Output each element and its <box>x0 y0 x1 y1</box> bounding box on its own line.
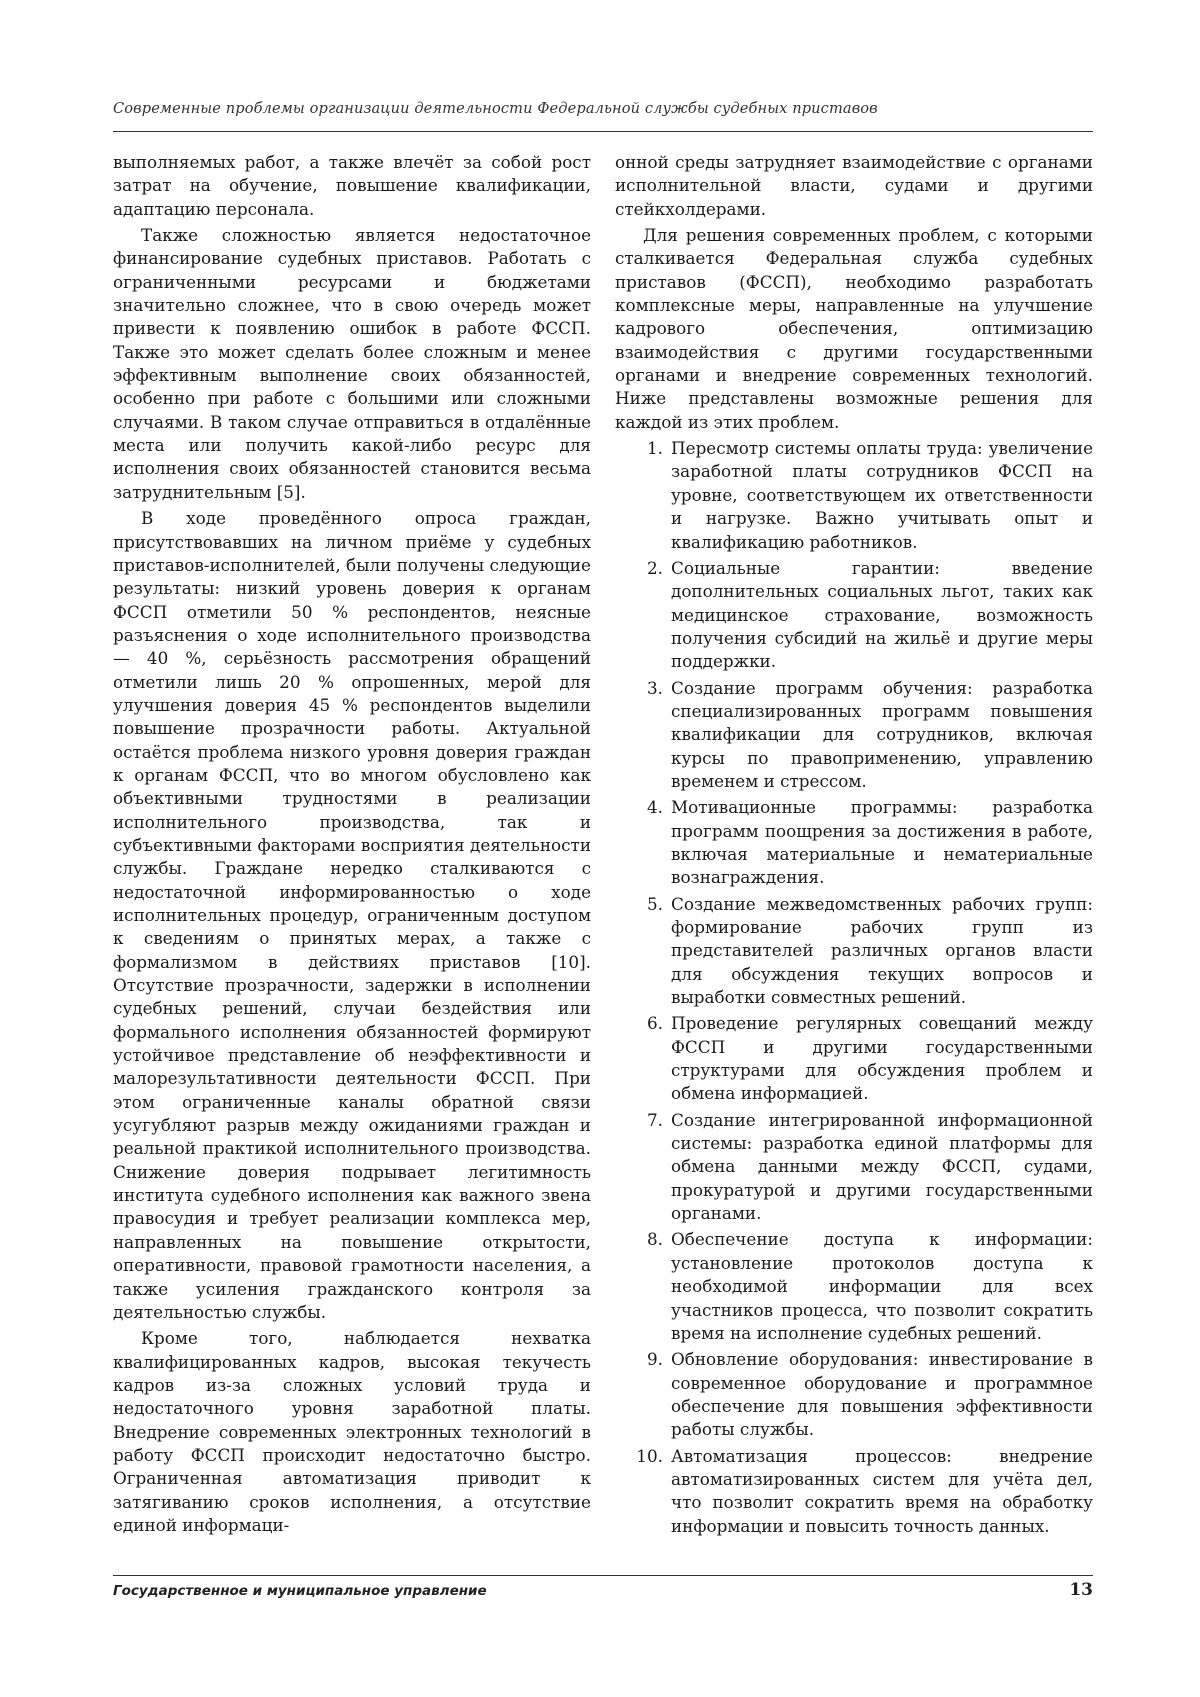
paragraph: Для решения современных проблем, с которыми сталкивается Федеральная служба судебных приставов (ФССП), необходимо разработать комплексные меры, направленные на улучшение кадрового обеспечения, оптимизацию взаимодействия с другими государственными органами и внедрение современных технологий. Ниже представлены возможные решения для каждой из этих проблем. <box>615 225 1093 432</box>
page-number: 13 <box>1069 1580 1093 1600</box>
list-text: Пересмотр системы оплаты труда: увеличение заработной платы сотрудников ФССП на уровне, соответствующем их ответственности и нагрузке. Важно учитывать опыт и квалификацию работников. <box>671 438 1093 552</box>
list-number: 8. <box>646 1229 663 1250</box>
list-text: Создание программ обучения: разработка специализированных программ повышения квалификации для сотрудников, включая курсы по правоприменению, управлению временем и стрессом. <box>671 677 1093 791</box>
list-item <box>615 677 1093 794</box>
list-text: Обеспечение доступа к информации: установление протоколов доступа к необходимой информации для всех участников процесса, что позволит сократить время на исполнение судебных решений. <box>671 1229 1093 1343</box>
list-item <box>615 437 1093 554</box>
list-number: 10. <box>636 1445 663 1466</box>
paragraph: Кроме того, наблюдается нехватка квалифицированных кадров, высокая текучесть кадров из-за сложных условий труда и недостаточного уровня заработной платы. Внедрение современных электронных технологий в работу ФССП происходит недостаточно быстро. Ограниченная автоматизация приводит к затягиванию сроков исполнения, а отсутствие единой информаци- <box>113 1328 591 1535</box>
footer-divider <box>113 1575 1093 1576</box>
list-text: Проведение регулярных совещаний между ФССП и другими государственными структурами для обсуждения проблем и обмена информацией. <box>671 1013 1093 1104</box>
list-number: 2. <box>646 557 663 578</box>
solutions-list <box>615 437 1093 1538</box>
list-number: 1. <box>646 438 663 459</box>
list-item <box>615 893 1093 1010</box>
list-item <box>615 1228 1093 1345</box>
right-column <box>615 151 1093 1541</box>
list-item <box>615 1445 1093 1538</box>
list-text: Обновление оборудования: инвестирование в современное оборудование и программное обеспечение для повышения эффективности работы службы. <box>671 1349 1093 1440</box>
left-column <box>113 151 591 1540</box>
header-divider <box>113 131 1093 132</box>
paragraph: выполняемых работ, а также влечёт за собой рост затрат на обучение, повышение квалификации, адаптацию персонала. <box>113 152 591 219</box>
list-text: Автоматизация процессов: внедрение автоматизированных систем для учёта дел, что позволит сократить время на обработку информации и повысить точность данных. <box>671 1445 1093 1536</box>
list-number: 5. <box>646 893 663 914</box>
list-number: 7. <box>646 1109 663 1130</box>
running-title: Современные проблемы организации деятельности Федеральной службы судебных приставов <box>113 100 878 117</box>
list-text: Мотивационные программы: разработка программ поощрения за достижения в работе, включая материальные и нематериальные вознаграждения. <box>671 797 1093 888</box>
list-number: 4. <box>646 797 663 818</box>
paragraph: онной среды затрудняет взаимодействие с органами исполнительной власти, судами и другими стейкхолдерами. <box>615 152 1093 219</box>
list-number: 6. <box>646 1013 663 1034</box>
list-text: Создание интегрированной информационной системы: разработка единой платформы для обмена данными между ФССП, судами, прокуратурой и другими государственными органами. <box>671 1109 1093 1224</box>
paragraph: В ходе проведённого опроса граждан, присутствовавших на личном приёме у судебных приставов-исполнителей, были получены следующие результаты: низкий уровень доверия к органам ФССП отметили 50 % респондентов, неясные разъяснения о ходе исполнительного производства — 40 %, серьёзность рассмотрения обращений отметили лишь 20 % опрошенных, мерой для улучшения доверия 45 % респондентов выделили повышение прозрачности работы. Актуальной остаётся проблема низкого уровня доверия граждан к органам ФССП, что во многом обусловлено как объективными трудностями в реализации исполнительного производства, так и субъективными факторами восприятия деятельности службы. Граждане нередко сталкиваются с недостаточной информированностью о ходе исполнительных процедур, ограниченным доступом к сведениям о принятых мерах, а также с формализмом в действиях приставов [10]. Отсутствие прозрачности, задержки в исполнении судебных решений, случаи бездействия или формального исполнения обязанностей формируют устойчивое представление об неэффективности и малорезультативности деятельности ФССП. При этом ограниченные каналы обратной связи усугубляют разрыв между ожиданиями граждан и реальной практикой исполнительного производства. Снижение доверия подрывает легитимность института судебного исполнения как важного звена правосудия и требует реализации комплекса мер, направленных на повышение открытости, оперативности, правовой грамотности населения, а также усиления гражданского контроля за деятельностью службы. <box>113 508 591 1322</box>
journal-title: Государственное и муниципальное управление <box>113 1583 487 1599</box>
list-item <box>615 1348 1093 1441</box>
list-item <box>615 1109 1093 1226</box>
list-item <box>615 796 1093 889</box>
paragraph: Также сложностью является недостаточное финансирование судебных приставов. Работать с ограниченными ресурсами и бюджетами значительно сложнее, что в свою очередь может привести к появлению ошибок в работе ФССП. Также это может сделать более сложным и менее эффективным выполнение своих обязанностей, особенно при работе с большими или сложными случаями. В таком случае отправиться в отдалённые места или получить какой-либо ресурс для исполнения своих обязанностей становится весьма затруднительным [5]. <box>113 225 591 502</box>
list-item <box>615 557 1093 674</box>
list-text: Создание межведомственных рабочих групп: формирование рабочих групп из представителей различных органов власти для обсуждения текущих вопросов и выработки совместных решений. <box>671 893 1093 1008</box>
list-text: Социальные гарантии: введение дополнительных социальных льгот, таких как медицинское страхование, возможность получения субсидий на жильё и другие меры поддержки. <box>671 557 1093 672</box>
list-number: 3. <box>646 677 663 698</box>
list-number: 9. <box>646 1349 663 1370</box>
list-item <box>615 1012 1093 1105</box>
